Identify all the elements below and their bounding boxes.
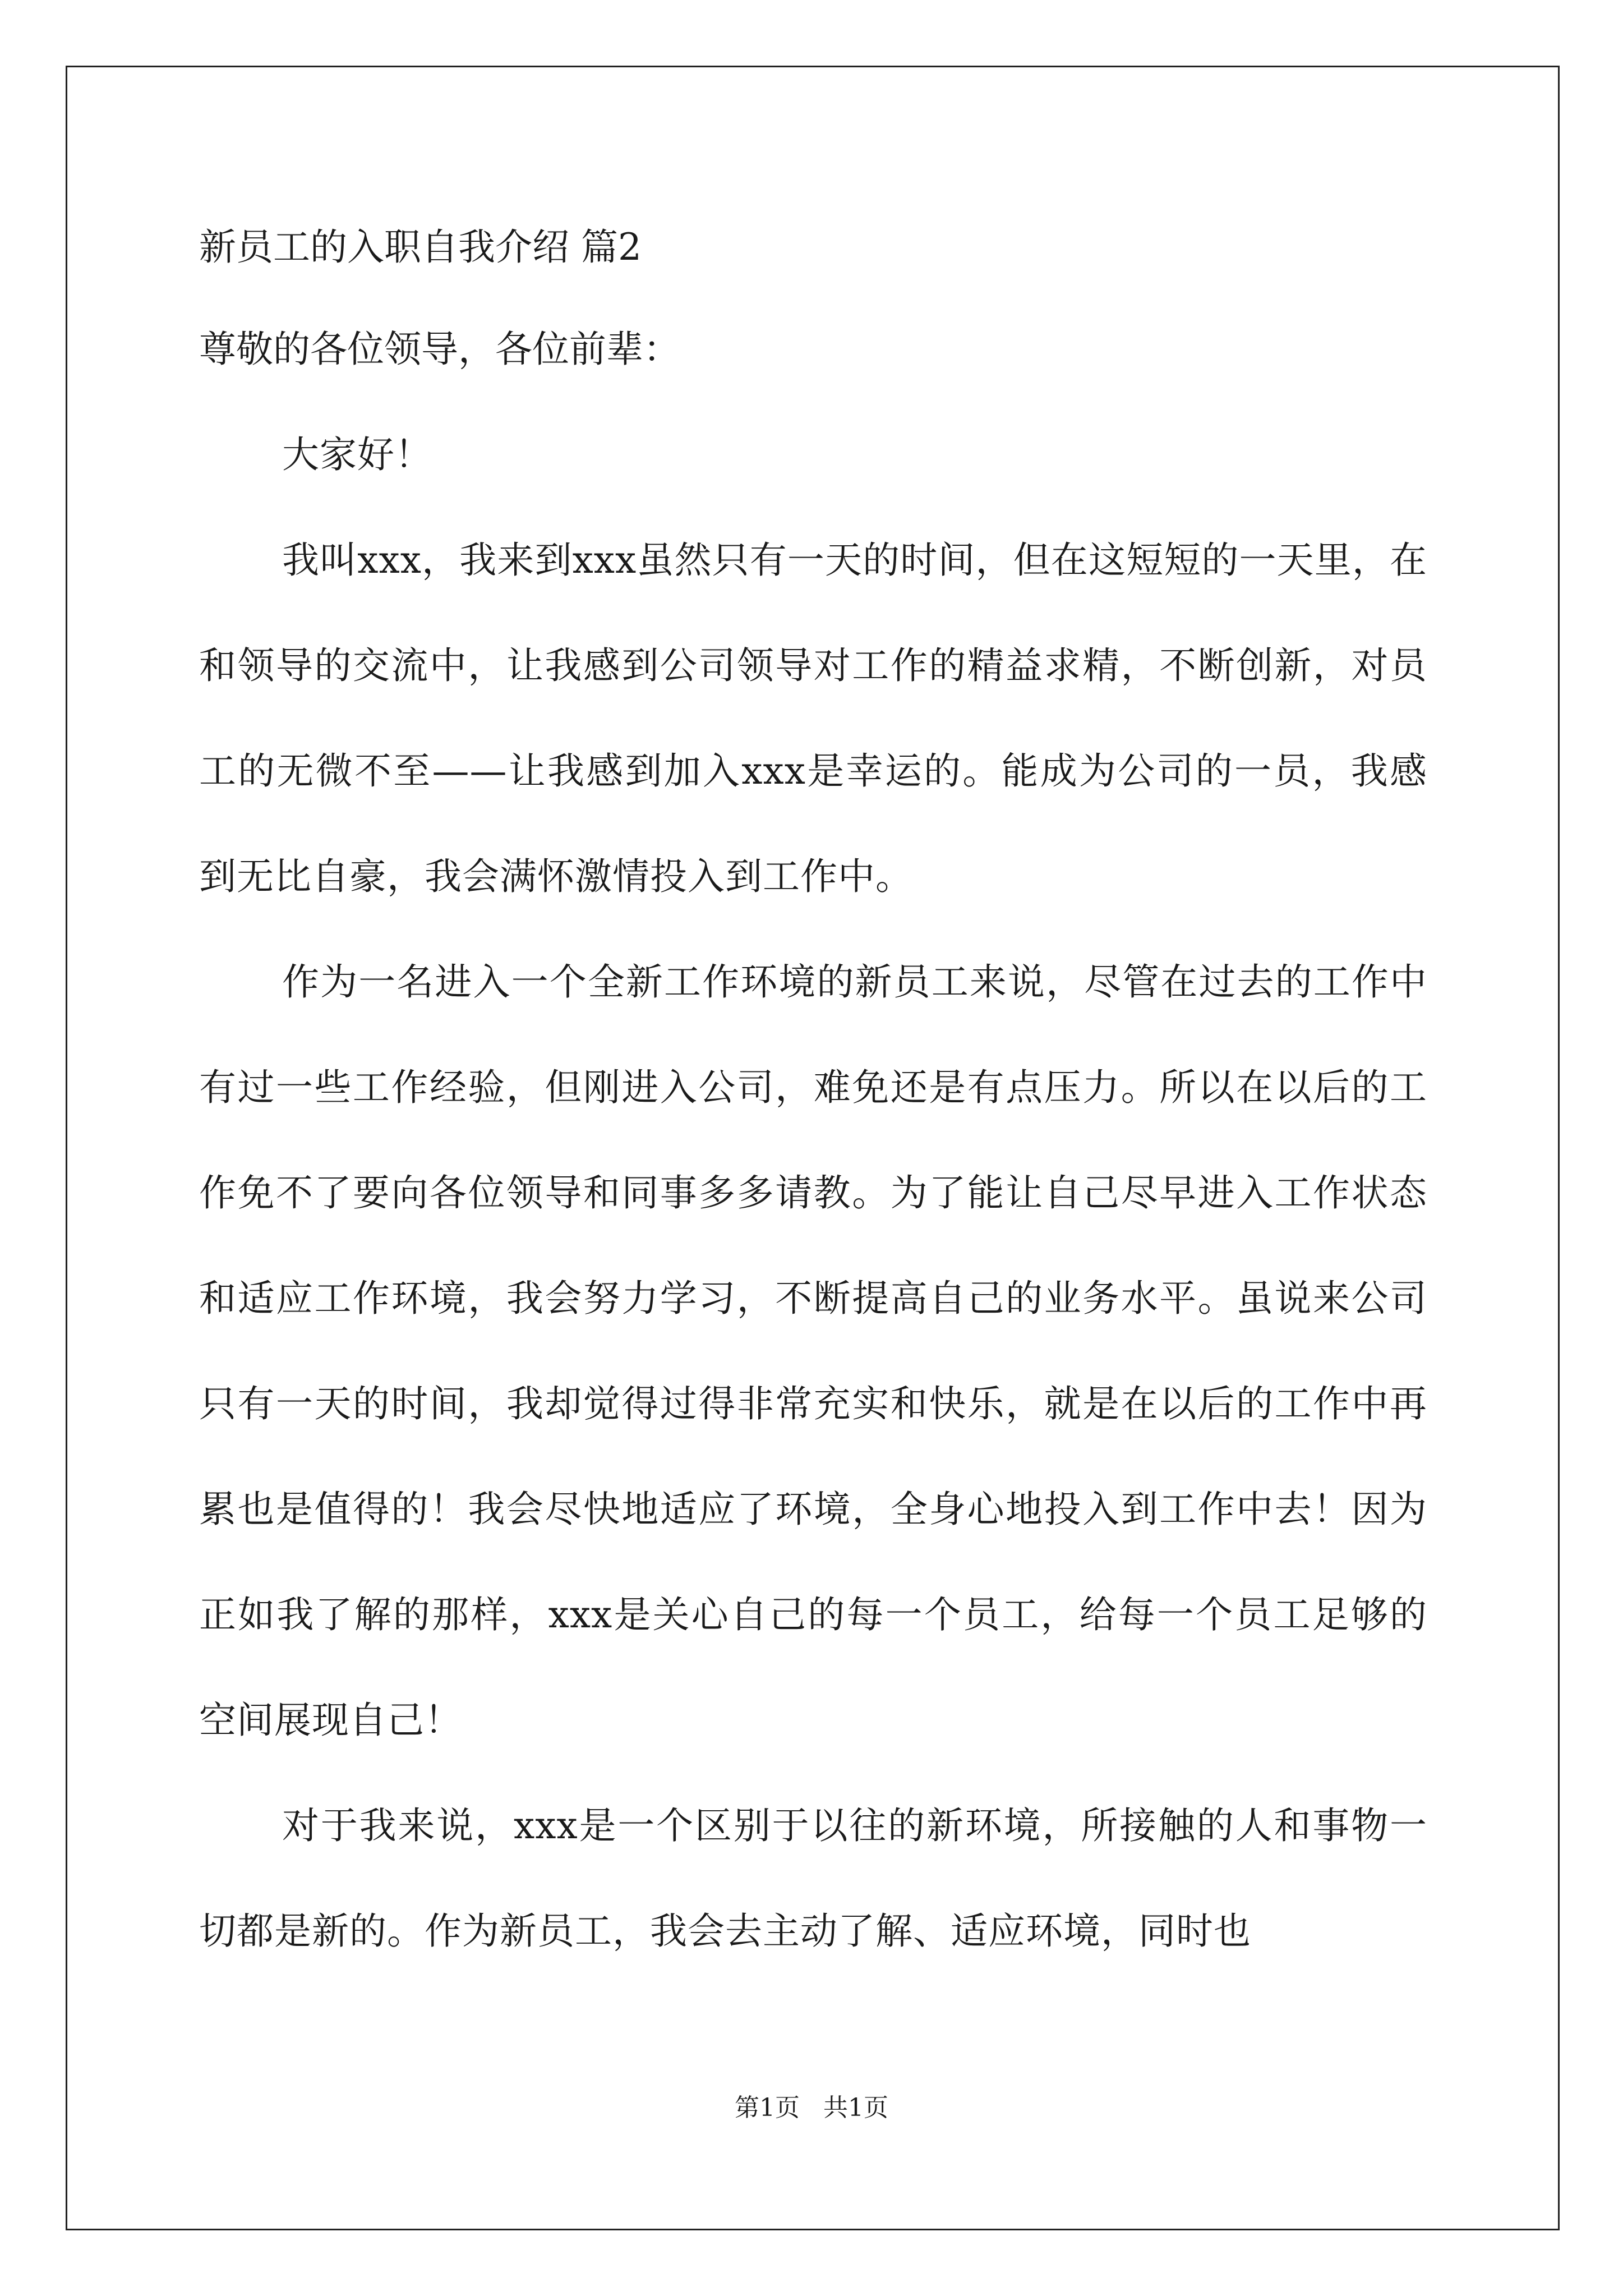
paragraph-greeting: 大家好！ bbox=[282, 433, 432, 476]
paragraph-new-environment: 对于我来说，xxx是一个区别于以往的新环境，所接触的人和事物一切都是新的。作为新员工，我会去主动了解、适应环境，同时也 bbox=[199, 1804, 1427, 1953]
document-heading: 新员工的入职自我介绍 篇2 bbox=[199, 226, 642, 269]
document-body bbox=[199, 222, 1427, 1984]
page-footer: 第1页 共1页 bbox=[735, 2093, 888, 2122]
salutation: 尊敬的各位领导，各位前辈： bbox=[199, 328, 680, 371]
paragraph-intro: 我叫xxx，我来到xxx虽然只有一天的时间，但在这短短的一天里，在和领导的交流中，让我感到公司领导对工作的精益求精，不断创新，对员工的无微不至——让我感到加入xxx是幸运的。能成为公司的一员，我感到无比自豪，我会满怀激情投入到工作中。 bbox=[199, 539, 1427, 898]
paragraph-new-employee: 作为一名进入一个全新工作环境的新员工来说，尽管在过去的工作中有过一些工作经验，但刚进入公司，难免还是有点压力。所以在以后的工作免不了要向各位领导和同事多多请教。为了能让自己尽早进入工作状态和适应工作环境，我会努力学习，不断提高自己的业务水平。虽说来公司只有一天的时间，我却觉得过得非常充实和快乐，就是在以后的工作中再累也是值得的！我会尽快地适应了环境，全身心地投入到工作中去！因为正如我了解的那样，xxx是关心自己的每一个员工，给每一个员工足够的空间展现自己！ bbox=[199, 960, 1427, 1742]
